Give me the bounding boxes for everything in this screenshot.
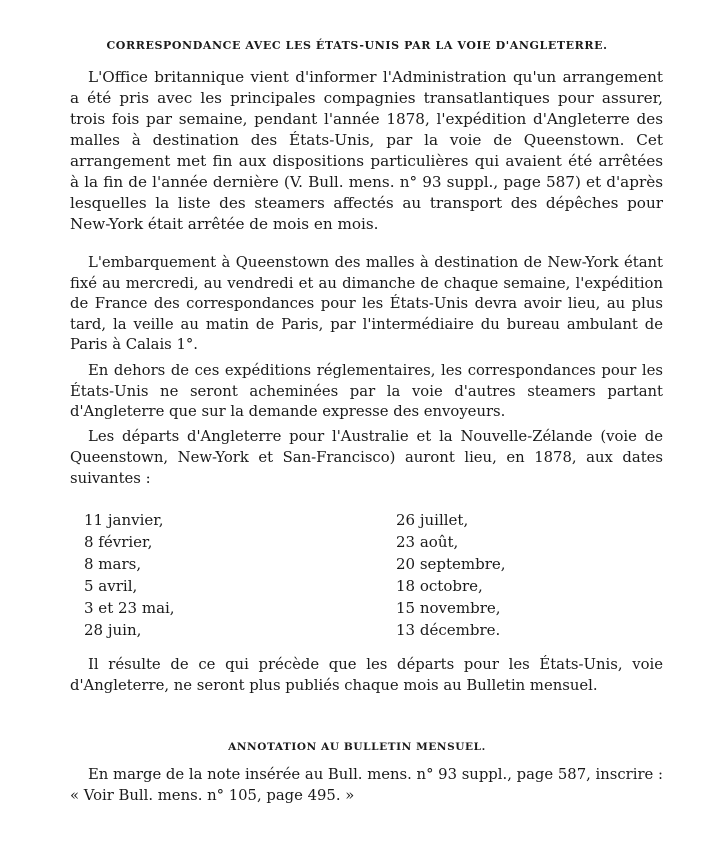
list-item: 26 juillet, — [396, 511, 469, 529]
list-item: 28 juin, — [84, 621, 142, 639]
paragraph-arrangement: L'Office britannique vient d'informer l'Administration qu'un arrangement a été pris avec les principales compagnies transatlantiques pour assurer, trois fois par semaine, pendant l'année 1878, l'expédition d'Angleterre des malles à destination des États-Unis, par la voie de Queenstown. Cet arrangement met fin aux dispositions particulières qui avaient été arrêtées à la fin de l'année dernière (V. Bull. mens. n° 93 suppl., page 587) et d'après lesquelles la liste des steamers affectés au transport des dépêches pour New-York était arrêtée de mois en mois. — [70, 68, 663, 233]
annotation-text: En marge de la note insérée au Bull. mens. n° 93 suppl., page 587, inscrire : « Voir Bull. mens. n° 105, page 495. » — [70, 766, 663, 804]
paragraph-expeditions: En dehors de ces expéditions réglementaires, les correspondances pour les États-Unis ne seront acheminées par la voie d'autres steamers partant d'Angleterre que sur la demande expresse des envoyeurs. — [70, 362, 663, 421]
list-item: 8 février, — [84, 533, 153, 551]
dates-column-left — [84, 509, 175, 641]
paragraph-conclusion: Il résulte de ce qui précède que les départs pour les États-Unis, voie d'Angleterre, ne seront plus publiés chaque mois au Bulletin mensuel. — [70, 656, 663, 694]
paragraph-departs-australie: Les départs d'Angleterre pour l'Australie et la Nouvelle-Zélande (voie de Queenstown, New-York et San-Francisco) auront lieu, en 1878, aux dates suivantes : — [70, 428, 663, 487]
list-item: 20 septembre, — [396, 555, 506, 573]
paragraph-embarquement: L'embarquement à Queenstown des malles à destination de New-York étant fixé au mercredi, au vendredi et au dimanche de chaque semaine, l'expédition de France des correspondances pour les États-Unis devra avoir lieu, au plus tard, la veille au matin de Paris, par l'intermédiaire du bureau ambulant de Paris à Calais 1°. — [70, 254, 663, 354]
annotation-heading: ANNOTATION AU BULLETIN MENSUEL. — [228, 741, 486, 753]
departure-dates-list — [84, 509, 644, 641]
list-item: 11 janvier, — [84, 511, 164, 529]
list-item: 3 et 23 mai, — [84, 599, 175, 617]
list-item: 5 avril, — [84, 577, 138, 595]
dates-column-right — [396, 509, 506, 641]
section-heading: CORRESPONDANCE AVEC LES ÉTATS-UNIS PAR LA VOIE D'ANGLETERRE. — [106, 39, 608, 52]
list-item: 15 novembre, — [396, 599, 501, 617]
list-item: 13 décembre. — [396, 621, 501, 639]
list-item: 8 mars, — [84, 555, 142, 573]
list-item: 23 août, — [396, 533, 459, 551]
list-item: 18 octobre, — [396, 577, 483, 595]
